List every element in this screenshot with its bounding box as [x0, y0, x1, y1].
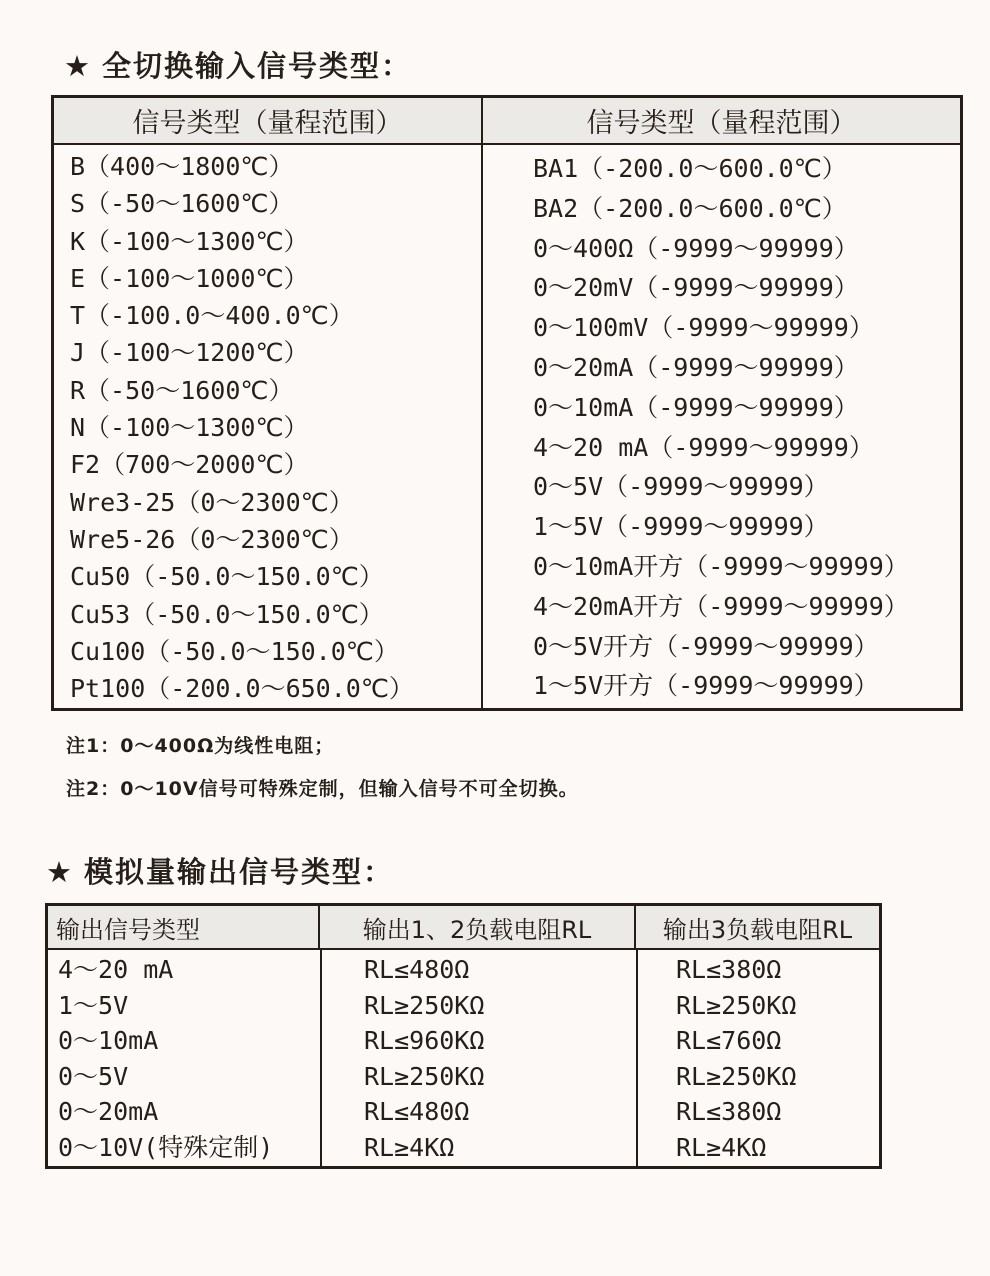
note-2: 注2：0～10V信号可特殊定制，但输入信号不可全切换。: [66, 778, 579, 800]
star-icon: ★: [46, 855, 74, 889]
output-table-header-load-12: 输出1、2负载电阻RL: [320, 906, 636, 948]
output-table-header-row: [48, 906, 879, 950]
input-signal-row: J（-100～1200℃）: [70, 338, 309, 368]
input-signal-row: Cu53（-50.0～150.0℃）: [70, 599, 384, 629]
output-table-row: [48, 1130, 879, 1166]
output-signal-cell: 0～10V(特殊定制): [58, 1132, 274, 1162]
output-table-row: [48, 1059, 879, 1095]
output-section-title-text: 模拟量输出信号类型：: [84, 855, 395, 889]
output-table-row: [48, 1094, 879, 1130]
load-resistance-3-cell: RL≤760Ω: [676, 1026, 782, 1056]
output-signal-cell: 4～20 mA: [58, 955, 174, 984]
input-signal-row: K（-100～1300℃）: [70, 226, 309, 256]
output-table-header-signal-type: 输出信号类型: [48, 906, 320, 948]
input-signal-row: S（-50～1600℃）: [70, 189, 294, 219]
output-section-title: [46, 850, 394, 891]
input-signal-row: 4～20mA开方（-9999～99999）: [533, 591, 909, 621]
output-signal-cell: 0～10mA: [58, 1026, 159, 1056]
input-table-header-right: 信号类型（量程范围）: [586, 108, 857, 139]
column-divider: [320, 950, 322, 1166]
load-resistance-3-cell: RL≥250KΩ: [676, 1061, 797, 1091]
output-signal-cell: 0～5V: [58, 1061, 129, 1091]
input-table-right-column: [483, 145, 960, 708]
output-signal-table: [45, 903, 882, 1169]
load-resistance-3-cell: RL≥4KΩ: [676, 1132, 767, 1162]
input-table-header-row: [54, 98, 960, 145]
input-signal-row: F2（700～2000℃）: [70, 450, 309, 480]
input-signal-row: R（-50～1600℃）: [70, 375, 294, 405]
input-section-title-text: 全切换输入信号类型：: [102, 49, 413, 83]
input-signal-row: Wre5-26（0～2300℃）: [70, 524, 354, 554]
input-signal-row: E（-100～1000℃）: [70, 263, 309, 293]
load-resistance-3-cell: RL≤380Ω: [676, 1097, 782, 1127]
input-table-header-left: 信号类型（量程范围）: [54, 98, 483, 143]
input-signal-row: Cu100（-50.0～150.0℃）: [70, 636, 399, 666]
input-signal-table: [51, 95, 963, 711]
load-resistance-12-cell: RL≥250KΩ: [364, 1061, 485, 1091]
input-signal-row: T（-100.0～400.0℃）: [70, 301, 354, 331]
input-signal-row: Cu50（-50.0～150.0℃）: [70, 562, 384, 592]
input-signal-row: B（400～1800℃）: [70, 152, 294, 181]
input-signal-row: 0～10mA（-9999～99999）: [533, 392, 859, 422]
input-signal-row: 4～20 mA（-9999～99999）: [533, 432, 874, 462]
load-resistance-12-cell: RL≤480Ω: [364, 1097, 470, 1127]
input-signal-row: 1～5V（-9999～99999）: [533, 512, 829, 542]
load-resistance-12-cell: RL≥4KΩ: [364, 1132, 455, 1162]
output-table-row: [48, 952, 879, 988]
input-signal-row: 0～10mA开方（-9999～99999）: [533, 551, 909, 581]
input-signal-row: 0～5V（-9999～99999）: [533, 472, 829, 502]
input-signal-row: 0～5V开方（-9999～99999）: [533, 631, 879, 661]
input-table-body: [54, 145, 960, 708]
input-section-title: [64, 44, 412, 85]
input-signal-row: N（-100～1300℃）: [70, 413, 309, 443]
note-1: 注1：0～400Ω为线性电阻；: [66, 735, 335, 757]
column-divider: [636, 950, 638, 1166]
input-signal-row: BA2（-200.0～600.0℃）: [533, 193, 847, 223]
input-signal-row: 0～20mV（-9999～99999）: [533, 273, 859, 303]
load-resistance-12-cell: RL≤480Ω: [364, 955, 470, 984]
load-resistance-3-cell: RL≤380Ω: [676, 955, 782, 984]
input-signal-row: 0～20mA（-9999～99999）: [533, 352, 859, 382]
star-icon: ★: [64, 49, 92, 83]
output-table-header-load-3: 输出3负载电阻RL: [662, 915, 853, 944]
output-signal-cell: 0～20mA: [58, 1097, 159, 1127]
load-resistance-12-cell: RL≤960KΩ: [364, 1026, 485, 1056]
input-table-left-column: [54, 145, 483, 708]
output-table-row: [48, 1023, 879, 1059]
output-table-body: [48, 950, 879, 1166]
input-signal-row: BA1（-200.0～600.0℃）: [533, 154, 847, 183]
load-resistance-12-cell: RL≥250KΩ: [364, 990, 485, 1020]
input-signal-row: 1～5V开方（-9999～99999）: [533, 671, 879, 701]
output-table-row: [48, 988, 879, 1024]
input-signal-row: Wre3-25（0～2300℃）: [70, 487, 354, 517]
input-signal-row: 0～400Ω（-9999～99999）: [533, 233, 859, 263]
input-signal-row: 0～100mV（-9999～99999）: [533, 313, 874, 343]
input-signal-row: Pt100（-200.0～650.0℃）: [70, 674, 414, 704]
output-signal-cell: 1～5V: [58, 990, 129, 1020]
load-resistance-3-cell: RL≥250KΩ: [676, 990, 797, 1020]
